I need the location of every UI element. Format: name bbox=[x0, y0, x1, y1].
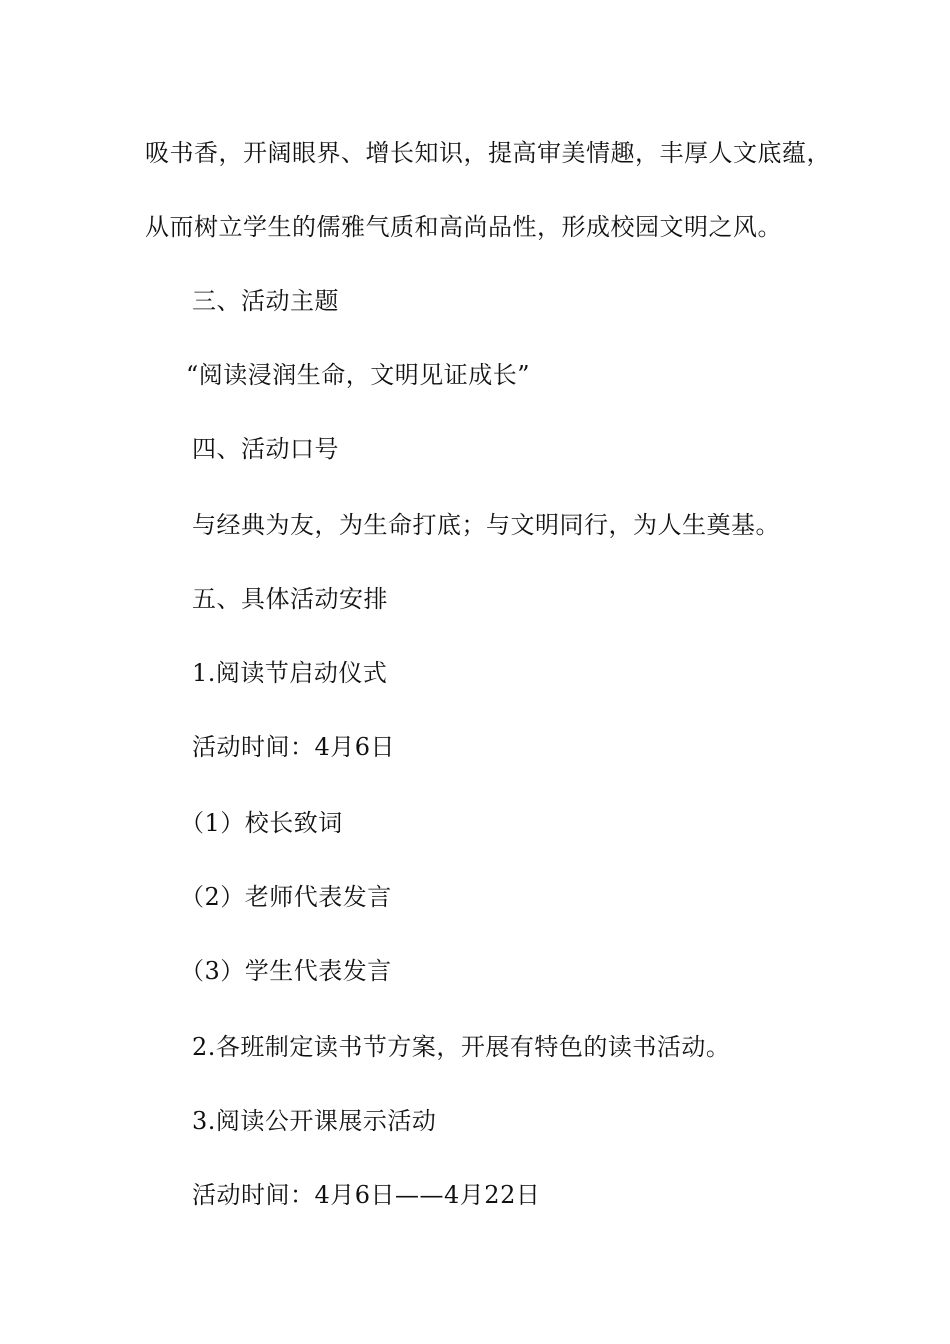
item-1-step-1: （1）校长致词 bbox=[180, 809, 343, 837]
activity-theme: “阅读浸润生命，文明见证成长” bbox=[186, 361, 531, 389]
item-1-step-2: （2）老师代表发言 bbox=[180, 883, 392, 911]
item-2-title: 2.各班制定读书节方案，开展有特色的读书活动。 bbox=[192, 1033, 731, 1061]
section-4-heading: 四、活动口号 bbox=[192, 435, 339, 463]
paragraph-line-1: 吸书香，开阔眼界、增长知识，提高审美情趣，丰厚人文底蕴， bbox=[145, 139, 831, 167]
paragraph-line-2: 从而树立学生的儒雅气质和高尚品性，形成校园文明之风。 bbox=[145, 213, 782, 241]
item-1-step-3: （3）学生代表发言 bbox=[180, 957, 392, 985]
item-1-time: 活动时间：4月6日 bbox=[192, 733, 396, 761]
item-3-title: 3.阅读公开课展示活动 bbox=[192, 1107, 437, 1135]
item-1-title: 1.阅读节启动仪式 bbox=[192, 659, 388, 687]
activity-slogan: 与经典为友，为生命打底；与文明同行，为人生奠基。 bbox=[192, 511, 780, 539]
item-3-time: 活动时间：4月6日——4月22日 bbox=[192, 1181, 541, 1209]
section-5-heading: 五、具体活动安排 bbox=[192, 585, 388, 613]
section-3-heading: 三、活动主题 bbox=[192, 287, 339, 315]
